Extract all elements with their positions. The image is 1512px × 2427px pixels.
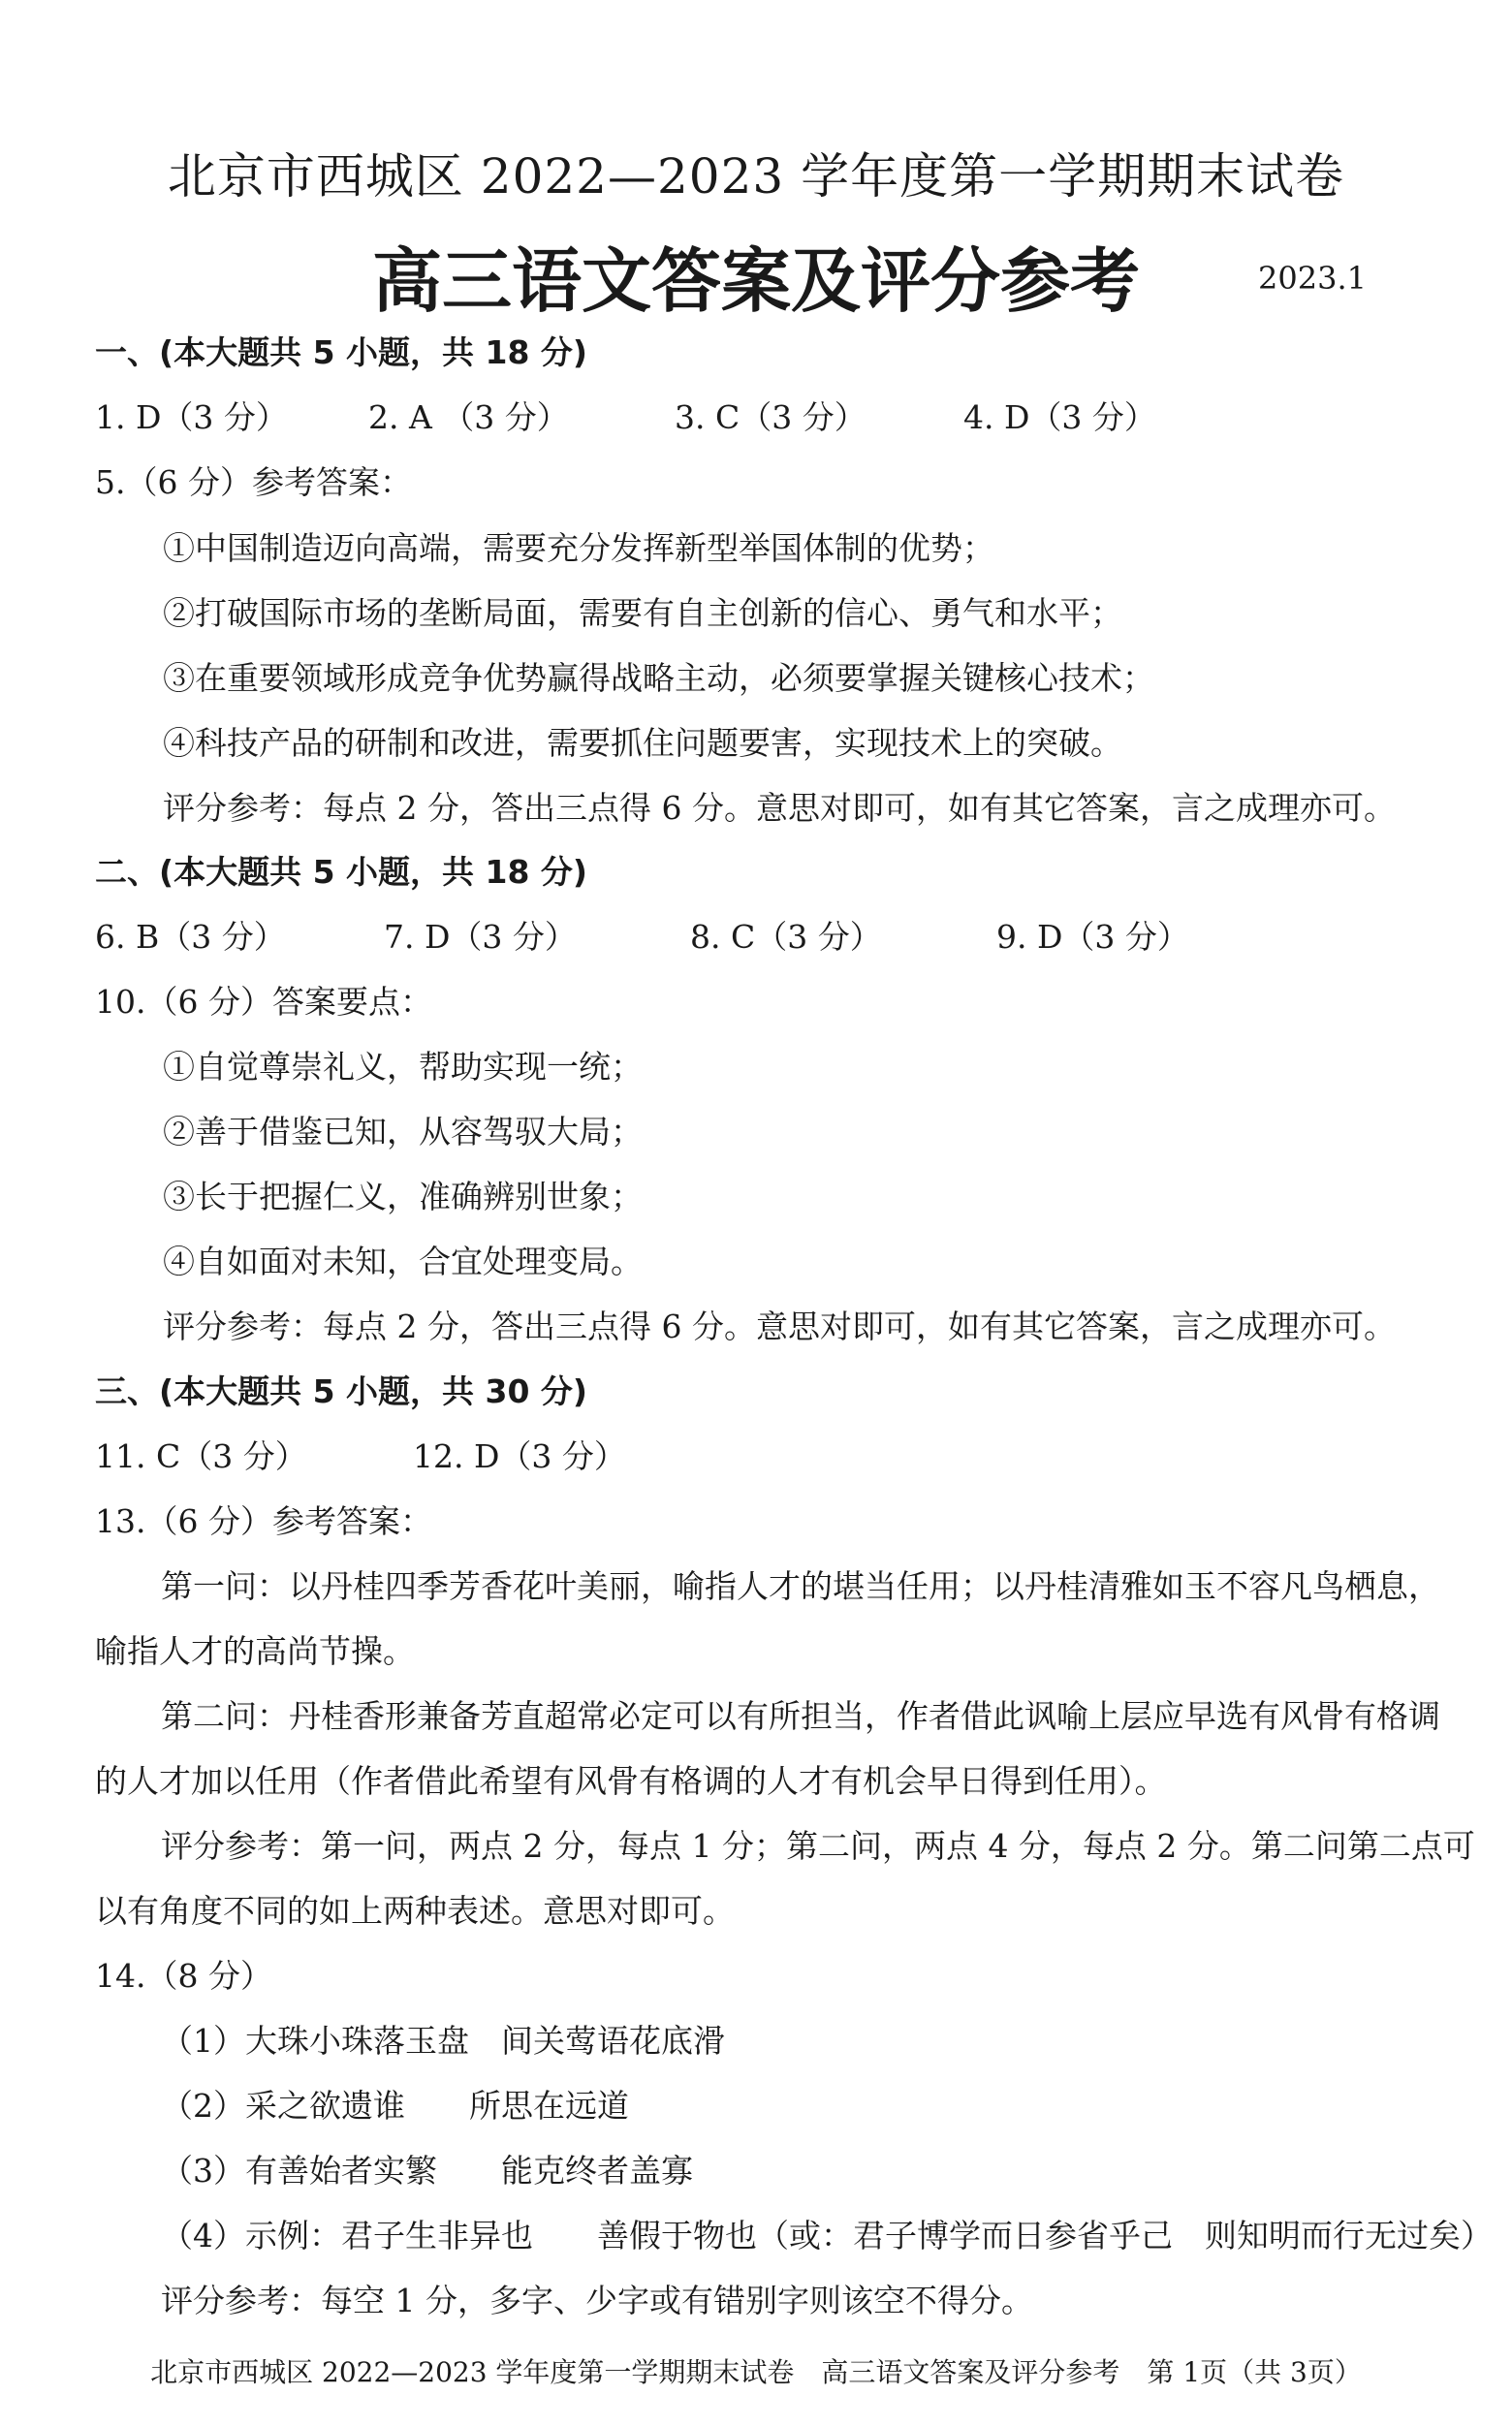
answer-2: 2. A （3 分） bbox=[368, 398, 569, 436]
q14-item-3: （3）有善始者实繁 能克终者盖寡 bbox=[161, 2152, 693, 2190]
answer-11: 11. C（3 分） bbox=[95, 1437, 307, 1475]
answer-9: 9. D（3 分） bbox=[996, 918, 1189, 956]
page-footer: 北京市西城区 2022—2023 学年度第一学期期末试卷 高三语文答案及评分参考 第 1页（共 3页） bbox=[150, 2356, 1362, 2388]
q5-scoring: 评分参考：每点 2 分，答出三点得 6 分。意思对即可，如有其它答案，言之成理亦可。 bbox=[163, 789, 1396, 827]
q10-point-1: ①自觉尊崇礼义，帮助实现一统； bbox=[163, 1048, 643, 1086]
answer-12: 12. D（3 分） bbox=[413, 1437, 626, 1475]
q13-part2-line2: 的人才加以任用（作者借此希望有风骨有格调的人才有机会早日得到任用）。 bbox=[95, 1762, 1167, 1800]
q13-scoring-line1: 评分参考：第一问，两点 2 分，每点 1 分；第二问，两点 4 分，每点 2 分。第二问第二点可 bbox=[161, 1827, 1475, 1865]
q10-point-3: ③长于把握仁义，准确辨别世象； bbox=[163, 1178, 643, 1215]
question-14-heading: 14.（8 分） bbox=[95, 1957, 272, 1995]
document-title: 北京市西城区 2022—2023 学年度第一学期期末试卷 bbox=[167, 148, 1345, 205]
question-10-heading: 10.（6 分）答案要点： bbox=[95, 983, 432, 1021]
q13-part1-line1: 第一问：以丹桂四季芳香花叶美丽，喻指人才的堪当任用；以丹桂清雅如玉不容凡鸟栖息， bbox=[161, 1567, 1440, 1605]
q5-point-1: ①中国制造迈向高端，需要充分发挥新型举国体制的优势； bbox=[163, 529, 994, 567]
q10-scoring: 评分参考：每点 2 分，答出三点得 6 分。意思对即可，如有其它答案，言之成理亦可。 bbox=[163, 1308, 1396, 1345]
answer-6: 6. B（3 分） bbox=[95, 918, 286, 956]
answer-3: 3. C（3 分） bbox=[675, 398, 866, 436]
q14-item-4: （4）示例：君子生非异也 善假于物也（或：君子博学而日参省乎己 则知明而行无过矣） bbox=[161, 2217, 1493, 2254]
answer-7: 7. D（3 分） bbox=[384, 918, 577, 956]
q13-scoring-line2: 以有角度不同的如上两种表述。意思对即可。 bbox=[95, 1892, 735, 1930]
q14-scoring: 评分参考：每空 1 分，多字、少字或有错别字则该空不得分。 bbox=[161, 2282, 1033, 2319]
q5-point-3: ③在重要领域形成竞争优势赢得战略主动，必须要掌握关键核心技术； bbox=[163, 659, 1154, 697]
section-heading-3: 三、(本大题共 5 小题，共 30 分) bbox=[95, 1372, 588, 1410]
q14-item-2: （2）采之欲遗谁 所思在远道 bbox=[161, 2087, 629, 2125]
q13-part1-line2: 喻指人才的高尚节操。 bbox=[95, 1632, 415, 1670]
document-subtitle: 高三语文答案及评分参考 bbox=[371, 240, 1140, 322]
section-heading-1: 一、(本大题共 5 小题，共 18 分) bbox=[95, 333, 588, 371]
answer-8: 8. C（3 分） bbox=[690, 918, 882, 956]
answer-1: 1. D（3 分） bbox=[95, 398, 288, 436]
q14-item-1: （1）大珠小珠落玉盘 间关莺语花底滑 bbox=[161, 2022, 725, 2060]
section-heading-2: 二、(本大题共 5 小题，共 18 分) bbox=[95, 853, 588, 891]
q13-part2-line1: 第二问：丹桂香形兼备芳直超常必定可以有所担当，作者借此讽喻上层应早选有风骨有格调 bbox=[161, 1697, 1440, 1735]
question-13-heading: 13.（6 分）参考答案： bbox=[95, 1502, 432, 1540]
q10-point-4: ④自如面对未知，合宜处理变局。 bbox=[163, 1243, 643, 1280]
document-date: 2023.1 bbox=[1258, 260, 1367, 297]
q5-point-4: ④科技产品的研制和改进，需要抓住问题要害，实现技术上的突破。 bbox=[163, 724, 1122, 762]
q10-point-2: ②善于借鉴已知，从容驾驭大局； bbox=[163, 1113, 643, 1150]
question-5-heading: 5.（6 分）参考答案： bbox=[95, 463, 412, 501]
answer-4: 4. D（3 分） bbox=[963, 398, 1156, 436]
q5-point-2: ②打破国际市场的垄断局面，需要有自主创新的信心、勇气和水平； bbox=[163, 594, 1122, 632]
